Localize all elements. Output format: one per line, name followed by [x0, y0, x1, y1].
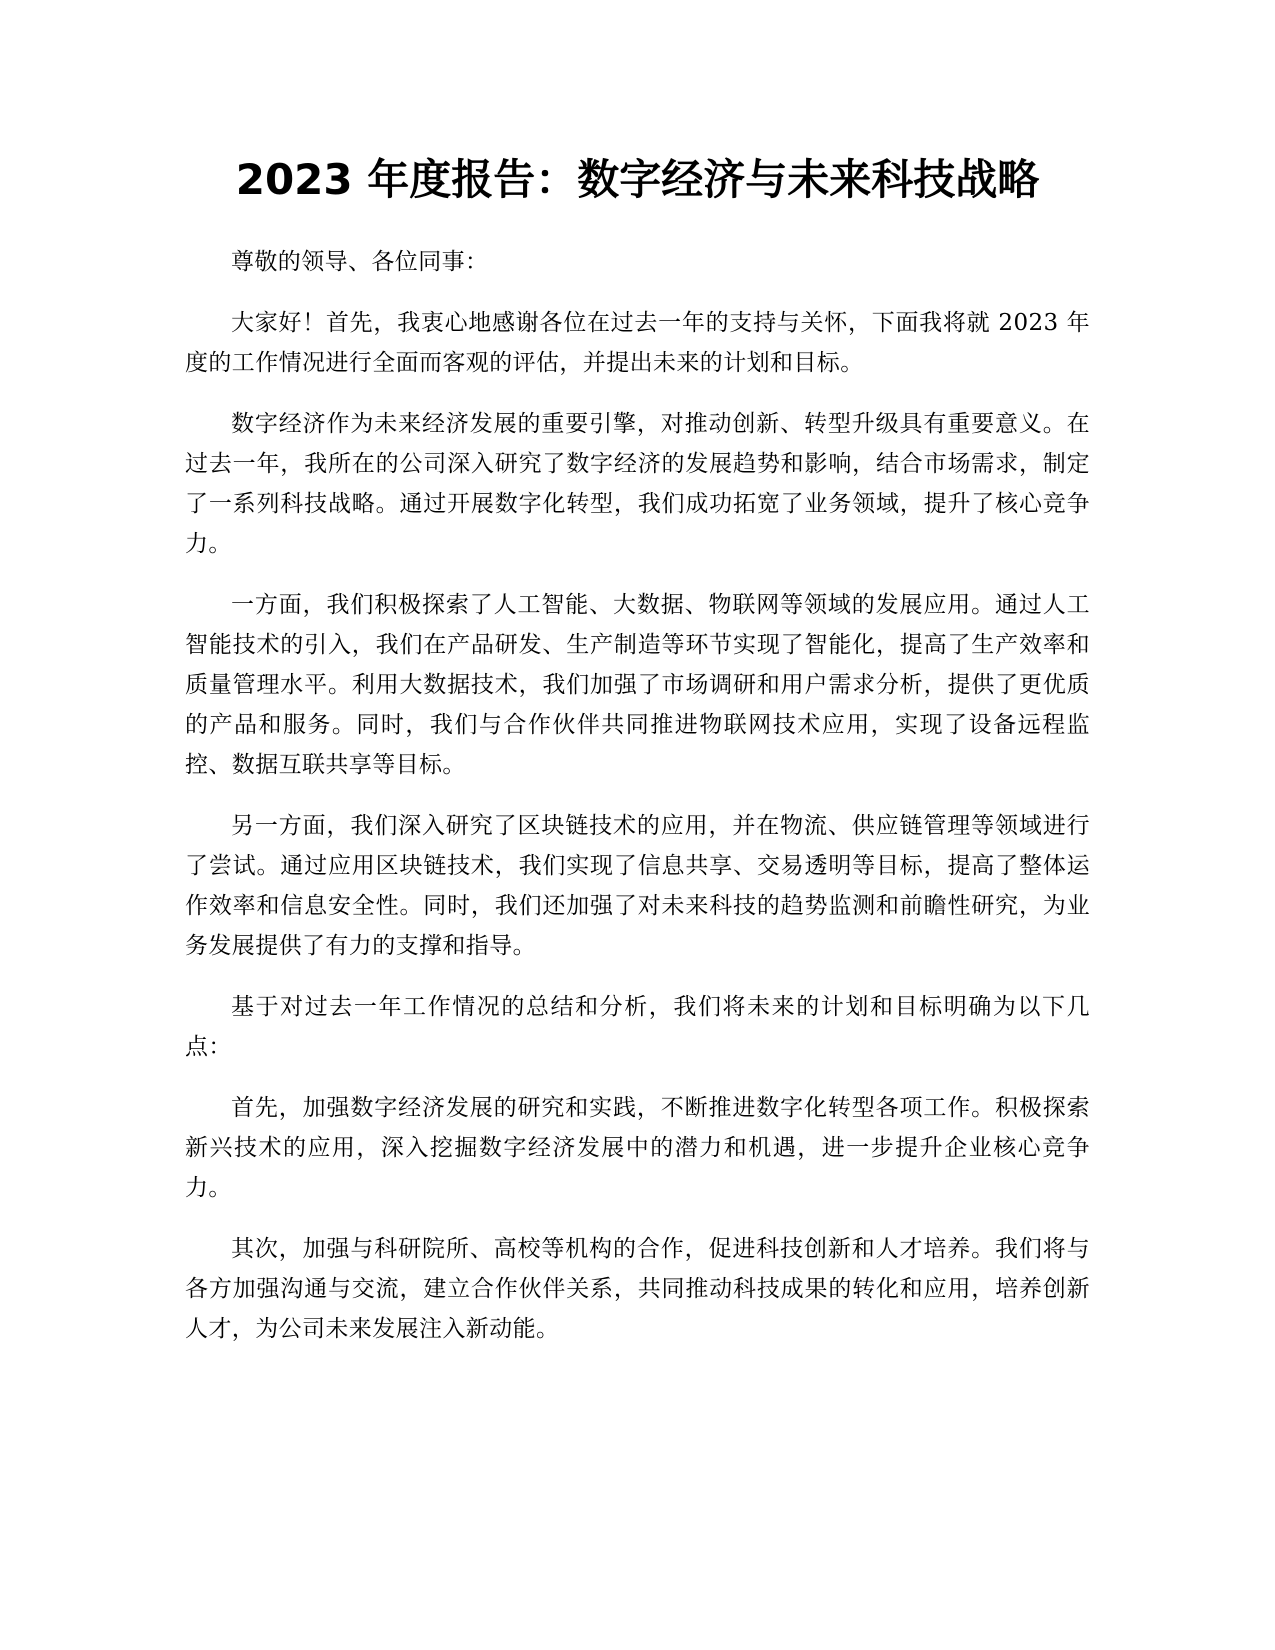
- paragraph-plan-second: 其次，加强与科研院所、高校等机构的合作，促进科技创新和人才培养。我们将与各方加强沟通与交流，建立合作伙伴关系，共同推动科技成果的转化和应用，培养创新人才，为公司未来发展注入新动能。: [185, 1236, 1090, 1342]
- paragraph-digital-economy: 数字经济作为未来经济发展的重要引擎，对推动创新、转型升级具有重要意义。在过去一年，我所在的公司深入研究了数字经济的发展趋势和影响，结合市场需求，制定了一系列科技战略。通过开展数字化转型，我们成功拓宽了业务领域，提升了核心竞争力。: [185, 411, 1090, 557]
- paragraph-greeting: 大家好！首先，我衷心地感谢各位在过去一年的支持与关怀，下面我将就 2023 年度的工作情况进行全面而客观的评估，并提出未来的计划和目标。: [185, 310, 1090, 376]
- document-body: [185, 242, 1090, 1370]
- paragraph-plan-first: 首先，加强数字经济发展的研究和实践，不断推进数字化转型各项工作。积极探索新兴技术的应用，深入挖掘数字经济发展中的潜力和机遇，进一步提升企业核心竞争力。: [185, 1095, 1090, 1201]
- paragraph-plan-intro: 基于对过去一年工作情况的总结和分析，我们将未来的计划和目标明确为以下几点：: [185, 994, 1090, 1060]
- document-title: 2023 年度报告：数字经济与未来科技战略: [235, 155, 1040, 204]
- paragraph-salutation: 尊敬的领导、各位同事：: [231, 249, 489, 275]
- paragraph-ai-bigdata-iot: 一方面，我们积极探索了人工智能、大数据、物联网等领域的发展应用。通过人工智能技术的引入，我们在产品研发、生产制造等环节实现了智能化，提高了生产效率和质量管理水平。利用大数据技术，我们加强了市场调研和用户需求分析，提供了更优质的产品和服务。同时，我们与合作伙伴共同推进物联网技术应用，实现了设备远程监控、数据互联共享等目标。: [185, 592, 1090, 778]
- paragraph-blockchain: 另一方面，我们深入研究了区块链技术的应用，并在物流、供应链管理等领域进行了尝试。通过应用区块链技术，我们实现了信息共享、交易透明等目标，提高了整体运作效率和信息安全性。同时，我们还加强了对未来科技的趋势监测和前瞻性研究，为业务发展提供了有力的支撑和指导。: [185, 813, 1090, 959]
